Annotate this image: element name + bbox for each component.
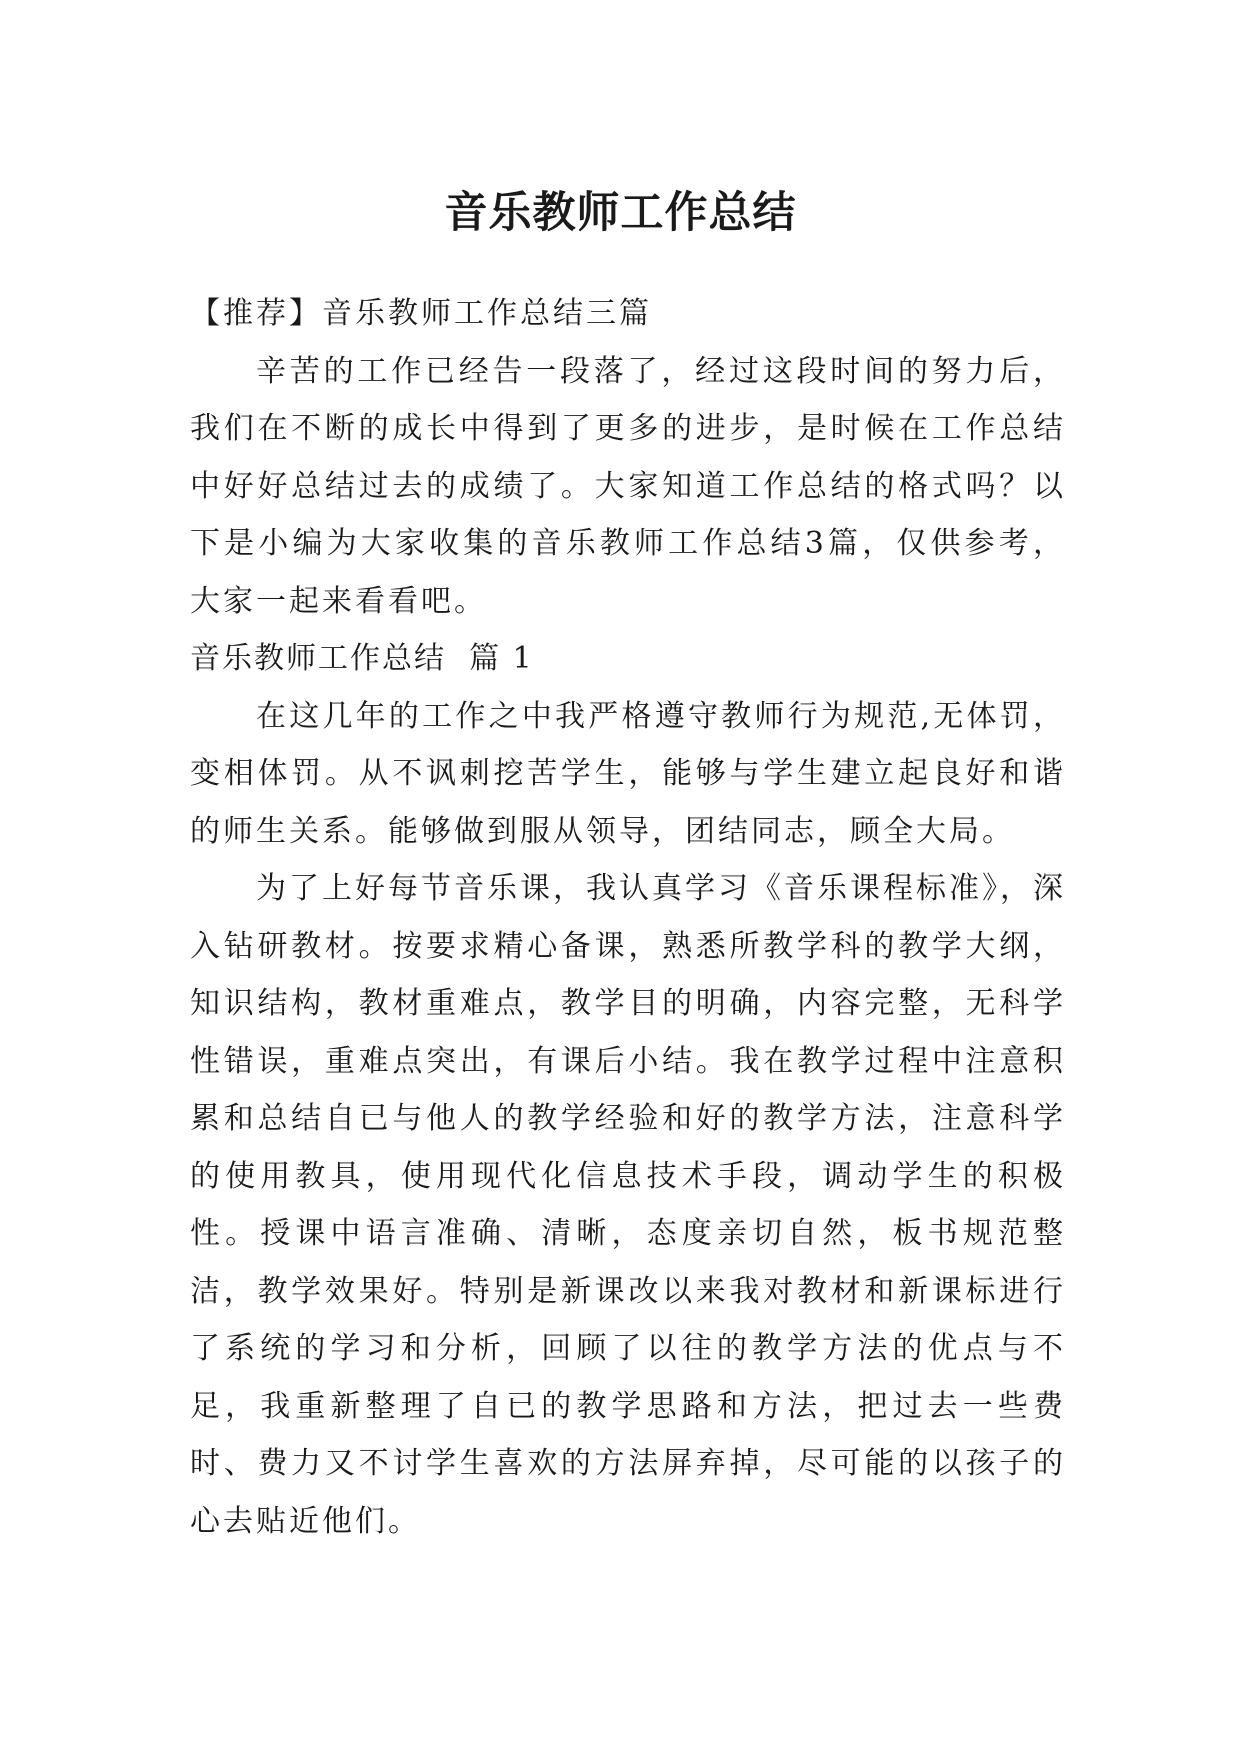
intro-paragraph: 辛苦的工作已经告一段落了，经过这段时间的努力后，我们在不断的成长中得到了更多的进步，是时候在工作总结中好好总结过去的成绩了。大家知道工作总结的格式吗？以下是小编为大家收集的音乐教师工作总结3篇，仅供参考，大家一起来看看吧。 <box>190 353 1066 619</box>
body-paragraph: 在这几年的工作之中我严格遵守教师行为规范,无体罚，变相体罚。从不讽刺挖苦学生，能够与学生建立起良好和谐的师生关系。能够做到服从领导，团结同志，顾全大局。 <box>190 698 1066 849</box>
document-body <box>190 285 1066 1550</box>
intro-line: 【推荐】音乐教师工作总结三篇 <box>190 296 652 331</box>
section-heading: 音乐教师工作总结 篇 1 <box>190 641 534 676</box>
page-title: 音乐教师工作总结 <box>444 187 797 238</box>
body-paragraph: 为了上好每节音乐课，我认真学习《音乐课程标准》，深入钻研教材。按要求精心备课，熟悉所教学科的教学大纲，知识结构，教材重难点，教学目的明确，内容完整，无科学性错误，重难点突出，有课后小结。我在教学过程中注意积累和总结自已与他人的教学经验和好的教学方法，注意科学的使用教具，使用现代化信息技术手段，调动学生的积极性。授课中语言准确、清晰，态度亲切自然，板书规范整洁，教学效果好。特别是新课改以来我对教材和新课标进行了系统的学习和分析，回顾了以往的教学方法的优点与不足，我重新整理了自已的教学思路和方法，把过去一些费时、费力又不讨学生喜欢的方法屏弃掉，尽可能的以孩子的心去贴近他们。 <box>190 871 1066 1539</box>
